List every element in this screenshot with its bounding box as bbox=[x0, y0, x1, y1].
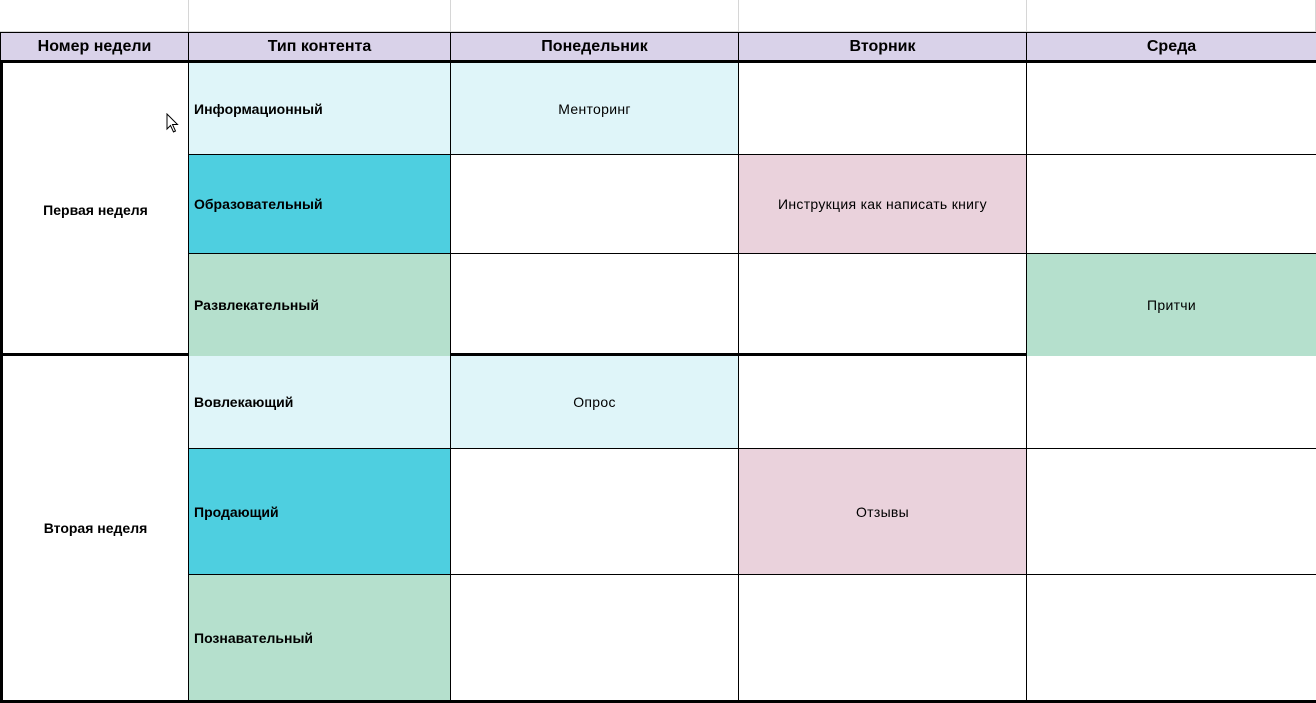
header-week-number[interactable]: Номер недели bbox=[0, 33, 189, 60]
wednesday-cell[interactable] bbox=[1027, 575, 1316, 700]
header-tuesday[interactable]: Вторник bbox=[739, 33, 1027, 60]
content-type-cell[interactable]: Образовательный bbox=[189, 155, 451, 254]
content-type-cell[interactable]: Вовлекающий bbox=[189, 356, 451, 449]
header-row bbox=[0, 32, 1316, 63]
mouse-cursor-icon bbox=[166, 113, 180, 133]
empty-cell[interactable] bbox=[451, 0, 739, 32]
header-content-type[interactable]: Тип контента bbox=[189, 33, 451, 60]
empty-cell[interactable] bbox=[1027, 0, 1316, 32]
monday-cell[interactable] bbox=[451, 575, 739, 700]
empty-cell[interactable] bbox=[739, 0, 1027, 32]
monday-cell[interactable]: Менторинг bbox=[451, 63, 739, 155]
empty-cell[interactable] bbox=[189, 0, 451, 32]
tuesday-cell[interactable] bbox=[739, 254, 1027, 356]
blank-top-row bbox=[0, 0, 1316, 32]
wednesday-cell[interactable] bbox=[1027, 449, 1316, 575]
monday-cell[interactable] bbox=[451, 254, 739, 356]
content-type-cell[interactable]: Познавательный bbox=[189, 575, 451, 700]
monday-cell[interactable]: Опрос bbox=[451, 356, 739, 449]
tuesday-cell[interactable]: Инструкция как написать книгу bbox=[739, 155, 1027, 254]
content-type-cell[interactable]: Развлекательный bbox=[189, 254, 451, 356]
wednesday-cell[interactable] bbox=[1027, 356, 1316, 449]
header-wednesday[interactable]: Среда bbox=[1146, 37, 1197, 55]
week-block-2 bbox=[0, 356, 1316, 703]
tuesday-cell[interactable] bbox=[739, 356, 1027, 449]
tuesday-cell[interactable] bbox=[739, 63, 1027, 155]
week-block-1 bbox=[0, 63, 1316, 356]
tuesday-cell[interactable] bbox=[739, 575, 1027, 700]
empty-cell[interactable] bbox=[0, 0, 189, 32]
monday-cell[interactable] bbox=[451, 155, 739, 254]
week-label[interactable]: Вторая неделя bbox=[0, 356, 189, 700]
monday-cell[interactable] bbox=[451, 449, 739, 575]
wednesday-cell[interactable]: Притчи bbox=[1027, 254, 1316, 356]
content-type-cell[interactable]: Продающий bbox=[189, 449, 451, 575]
week-label[interactable]: Первая неделя bbox=[0, 63, 189, 356]
tuesday-cell[interactable]: Отзывы bbox=[739, 449, 1027, 575]
wednesday-cell[interactable] bbox=[1027, 155, 1316, 254]
content-type-cell[interactable]: Информационный bbox=[189, 63, 451, 155]
header-monday[interactable]: Понедельник bbox=[451, 33, 739, 60]
wednesday-cell[interactable] bbox=[1027, 63, 1316, 155]
